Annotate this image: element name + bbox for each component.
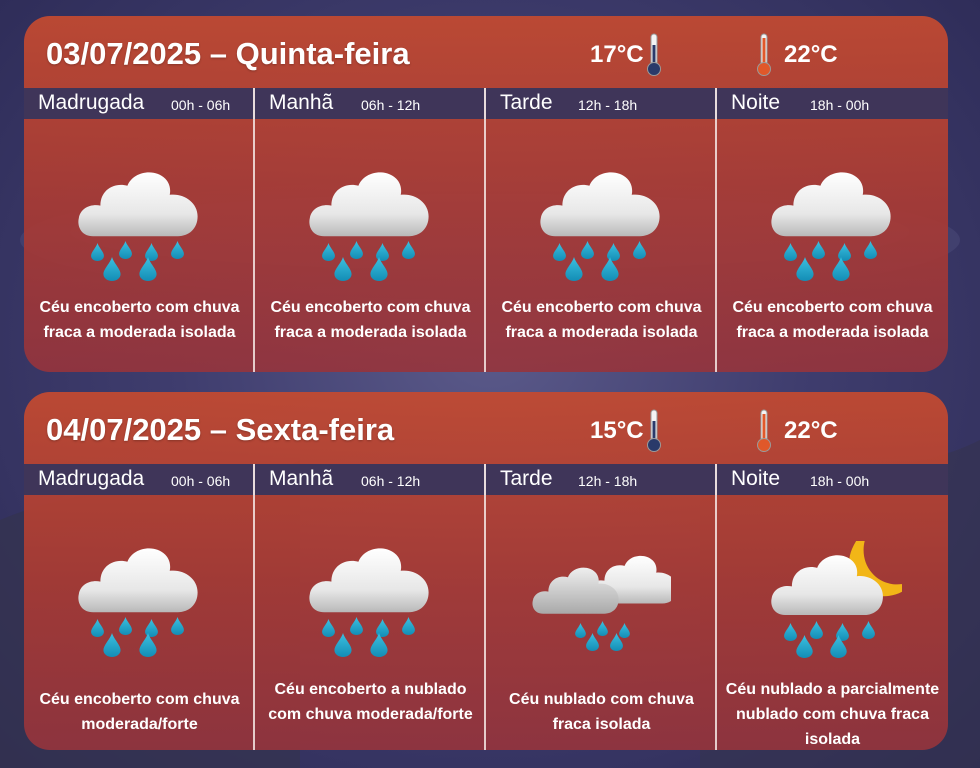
period-header-bar	[24, 88, 948, 119]
period-name: Madrugada	[38, 467, 145, 490]
thermometer-cold-icon	[646, 33, 662, 77]
period-header-noite	[717, 464, 948, 495]
period-name: Tarde	[500, 91, 553, 114]
forecast-description: Céu nublado a parcialmente nublado com chuva fraca isolada	[725, 681, 940, 748]
forecast-cell	[24, 495, 255, 750]
period-hours: 18h - 00h	[810, 97, 870, 113]
forecast-description: Céu encoberto com chuva moderada/forte	[39, 691, 240, 733]
max-temperature	[756, 38, 838, 72]
period-header-madrugada	[24, 464, 255, 495]
moon-cloud-rain-icon	[762, 541, 902, 671]
cloud-rain-icon	[300, 165, 440, 295]
day-forecast-card	[24, 392, 948, 750]
day-date-title: 03/07/2025 – Quinta-feira	[46, 36, 410, 71]
period-name: Manhã	[269, 91, 334, 114]
period-header-bar	[24, 464, 948, 495]
period-header-noite	[717, 88, 948, 119]
thermometer-hot-icon	[756, 409, 772, 453]
forecast-description: Céu encoberto com chuva fraca a moderada isolada	[270, 299, 471, 341]
max-temperature-value: 22°C	[784, 417, 838, 444]
forecast-row	[24, 495, 948, 750]
forecast-description: Céu encoberto com chuva fraca a moderada isolada	[39, 299, 240, 341]
forecast-cell	[255, 119, 486, 372]
period-hours: 18h - 00h	[810, 473, 870, 489]
forecast-cell	[486, 119, 717, 372]
forecast-cell	[24, 119, 255, 372]
forecast-description: Céu nublado com chuva fraca isolada	[509, 691, 694, 733]
forecast-description: Céu encoberto com chuva fraca a moderada isolada	[501, 299, 702, 341]
period-name: Madrugada	[38, 91, 145, 114]
period-hours: 06h - 12h	[361, 97, 421, 113]
period-header-manha	[255, 88, 486, 119]
period-header-tarde	[486, 464, 717, 495]
forecast-cell	[486, 495, 717, 750]
min-temperature	[590, 414, 662, 448]
forecast-description: Céu encoberto com chuva fraca a moderada isolada	[732, 299, 933, 341]
forecast-description: Céu encoberto a nublado com chuva moderada/forte	[268, 681, 473, 723]
period-name: Noite	[731, 91, 781, 114]
clouds-rain-icon	[531, 541, 671, 671]
day-date-title: 04/07/2025 – Sexta-feira	[46, 412, 395, 447]
period-hours: 00h - 06h	[171, 473, 231, 489]
min-temperature	[590, 38, 662, 72]
forecast-cell	[717, 495, 948, 750]
cloud-rain-icon	[762, 165, 902, 295]
cloud-rain-icon	[531, 165, 671, 295]
period-hours: 12h - 18h	[578, 473, 638, 489]
period-name: Manhã	[269, 467, 334, 490]
thermometer-cold-icon	[646, 409, 662, 453]
forecast-cell	[717, 119, 948, 372]
period-name: Noite	[731, 467, 781, 490]
cloud-rain-icon	[69, 541, 209, 671]
period-name: Tarde	[500, 467, 553, 490]
cloud-rain-icon	[300, 541, 440, 671]
cloud-rain-icon	[69, 165, 209, 295]
max-temperature-value: 22°C	[784, 41, 838, 68]
day-forecast-card	[24, 16, 948, 372]
period-hours: 12h - 18h	[578, 97, 638, 113]
thermometer-hot-icon	[756, 33, 772, 77]
period-header-manha	[255, 464, 486, 495]
period-hours: 00h - 06h	[171, 97, 231, 113]
forecast-row	[24, 119, 948, 372]
forecast-cell	[255, 495, 486, 750]
max-temperature	[756, 414, 838, 448]
min-temperature-value: 15°C	[590, 417, 644, 444]
period-header-madrugada	[24, 88, 255, 119]
min-temperature-value: 17°C	[590, 41, 644, 68]
period-header-tarde	[486, 88, 717, 119]
period-hours: 06h - 12h	[361, 473, 421, 489]
